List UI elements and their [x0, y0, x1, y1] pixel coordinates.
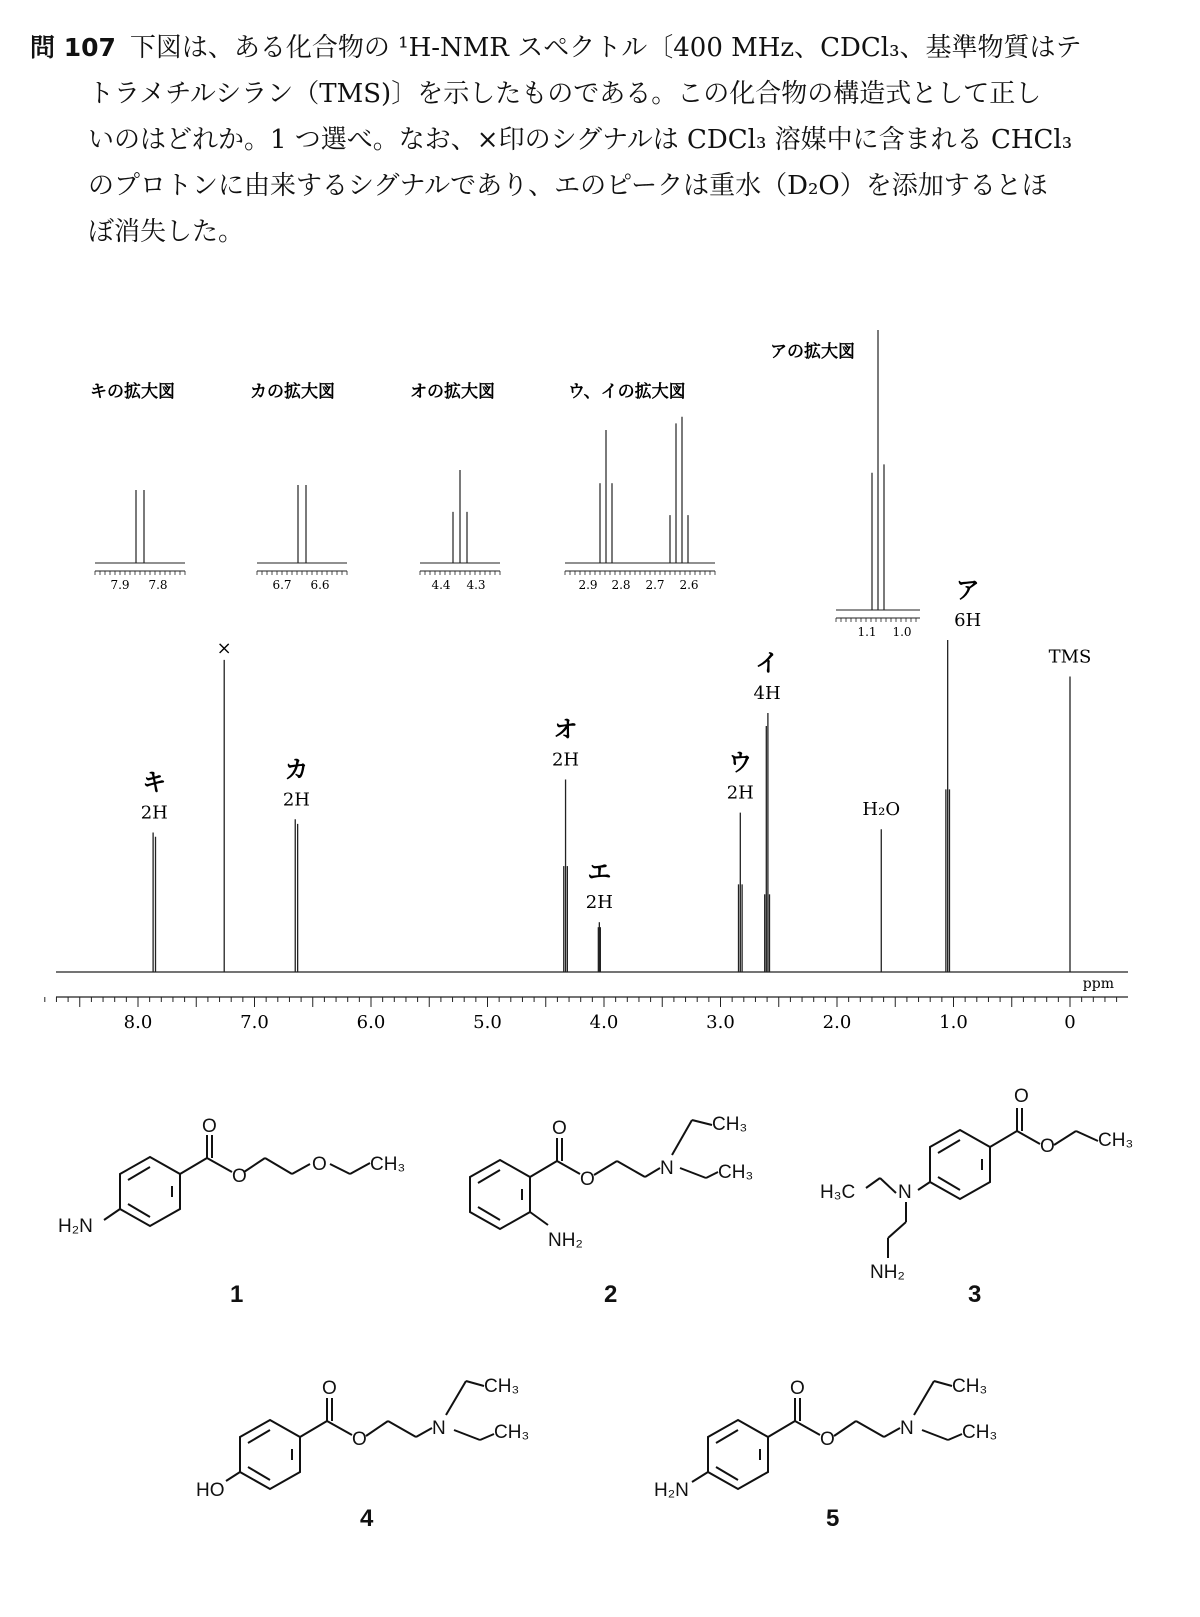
x-axis-unit: ppm: [1082, 976, 1114, 992]
x-axis: [45, 976, 1128, 1033]
s3-ch3: CH₃: [1098, 1130, 1134, 1151]
inset-tick: 2.7: [645, 578, 665, 592]
integration-a: 6H: [954, 610, 982, 631]
minor-ticks: [45, 997, 1117, 1007]
integration-ka: 2H: [282, 789, 311, 811]
integration-u: 2H: [726, 782, 754, 804]
s1-number: 1: [230, 1281, 244, 1308]
peak-ka: [295, 819, 297, 972]
inset-tick: 4.3: [466, 578, 486, 592]
label-ki: キ: [142, 768, 167, 797]
x-tick-label: 2.0: [822, 1012, 852, 1033]
inset-tick: 1.1: [857, 625, 877, 639]
s4-n: N: [432, 1418, 446, 1439]
s4-carbonyl-o: O: [322, 1378, 337, 1399]
x-tick-label: 3.0: [706, 1012, 735, 1033]
inset-title: カの拡大図: [250, 382, 335, 402]
s2-nh2: NH₂: [548, 1230, 583, 1251]
peak-a: [946, 640, 950, 972]
s3-ester-o: O: [1040, 1136, 1055, 1157]
label-o: オ: [553, 715, 578, 744]
s5-number: 5: [826, 1505, 840, 1532]
s2-n: N: [660, 1158, 674, 1179]
s4-ester-o: O: [352, 1429, 367, 1450]
s2-carbonyl-o: O: [552, 1118, 567, 1139]
x-tick-label: 8.0: [123, 1012, 153, 1033]
inset-panels: [90, 330, 920, 639]
question-line-5: ぼ消失した。: [88, 217, 245, 247]
structure-labels: [58, 1086, 1133, 1532]
s2-ch3-b: CH₃: [718, 1162, 754, 1183]
question-line-4: のプロトンに由来するシグナルであり、エのピークは重水（D₂O）を添加するとほ: [88, 171, 1048, 201]
label-a: ア: [955, 576, 980, 604]
s4-number: 4: [360, 1505, 374, 1532]
s5-ch3-b: CH₃: [962, 1422, 998, 1443]
inset-1: [90, 381, 185, 592]
peak-o: [564, 779, 568, 972]
x-tick-label: 5.0: [473, 1012, 502, 1033]
inset-tick: 2.6: [679, 578, 699, 592]
s1-amine: H₂N: [58, 1216, 93, 1237]
label-x: ×: [216, 637, 232, 659]
question-number: 問 107: [30, 33, 116, 62]
x-tick-label: 4.0: [589, 1012, 619, 1033]
inset-tick: 2.8: [611, 578, 631, 592]
inset-5: [770, 330, 920, 639]
s4-ch3-a: CH₃: [484, 1376, 520, 1397]
integration-i: 4H: [753, 683, 781, 705]
label-u: ウ: [728, 748, 753, 777]
inset-tick: 7.9: [110, 578, 130, 592]
peak-e: [598, 922, 600, 972]
s1-ester-o: O: [232, 1166, 247, 1187]
label-e: エ: [587, 858, 612, 887]
s3-n: N: [898, 1182, 912, 1203]
s3-h3c: H₃C: [820, 1182, 856, 1203]
inset-tick: 1.0: [892, 625, 912, 639]
s4-ch3-b: CH₃: [494, 1422, 530, 1443]
inset-title: キの拡大図: [90, 382, 175, 402]
x-tick-label: 0: [1064, 1012, 1076, 1033]
inset-tick: 4.4: [431, 578, 451, 592]
inset-title: アの拡大図: [770, 342, 855, 362]
s2-ch3-a: CH₃: [712, 1114, 748, 1135]
s3-number: 3: [968, 1281, 982, 1308]
integration-e: 2H: [585, 892, 613, 914]
inset-2: [250, 381, 347, 592]
inset-tick: 6.7: [272, 578, 292, 592]
peak-u: [739, 813, 743, 972]
integration-o: 2H: [551, 749, 580, 771]
s1-carbonyl-o: O: [202, 1116, 217, 1137]
s1-ether-o: O: [312, 1154, 327, 1175]
inset-title: オの拡大図: [410, 382, 495, 402]
s2-ester-o: O: [580, 1169, 595, 1190]
peak-ki: [153, 833, 155, 972]
spectrum-trace: [56, 637, 1128, 972]
inset-3: [410, 381, 500, 592]
inset-tick: 6.6: [310, 578, 330, 592]
structure-choices: [104, 1108, 1098, 1489]
inset-title: ウ、イの拡大図: [568, 382, 686, 402]
label-h2o: H₂O: [862, 799, 901, 821]
major-ticks: [124, 1012, 1076, 1033]
inset-tick: 7.8: [148, 578, 168, 592]
s5-ester-o: O: [820, 1429, 835, 1450]
label-tms: TMS: [1048, 646, 1092, 668]
x-tick-label: 1.0: [939, 1012, 968, 1033]
s4-oh: HO: [196, 1480, 225, 1501]
x-tick-label: 7.0: [240, 1012, 269, 1033]
label-i: イ: [755, 649, 780, 678]
s5-amine: H₂N: [654, 1480, 689, 1501]
question-line-1: 下図は、ある化合物の ¹H-NMR スペクトル〔400 MHz、CDCl₃、基準物質はテ: [129, 33, 1082, 63]
s5-n: N: [900, 1418, 914, 1439]
question-line-3: いのはどれか。1 つ選べ。なお、×印のシグナルは CDCl₃ 溶媒中に含まれる CHCl₃: [88, 125, 1073, 155]
inset-4: [565, 381, 715, 592]
s3-carbonyl-o: O: [1014, 1086, 1029, 1107]
s2-number: 2: [604, 1281, 618, 1308]
integration-ki: 2H: [140, 802, 168, 824]
question-line-2: トラメチルシラン（TMS)〕を示したものである。この化合物の構造式として正し: [88, 79, 1042, 109]
peak-i: [765, 713, 770, 972]
s5-carbonyl-o: O: [790, 1378, 805, 1399]
peak-labels: [141, 576, 1092, 913]
label-ka: カ: [284, 755, 309, 784]
s1-ch3: CH₃: [370, 1154, 406, 1175]
x-tick-label: 6.0: [356, 1012, 386, 1033]
s3-nh2: NH₂: [870, 1262, 905, 1283]
s5-ch3-a: CH₃: [952, 1376, 988, 1397]
inset-tick: 2.9: [578, 578, 598, 592]
